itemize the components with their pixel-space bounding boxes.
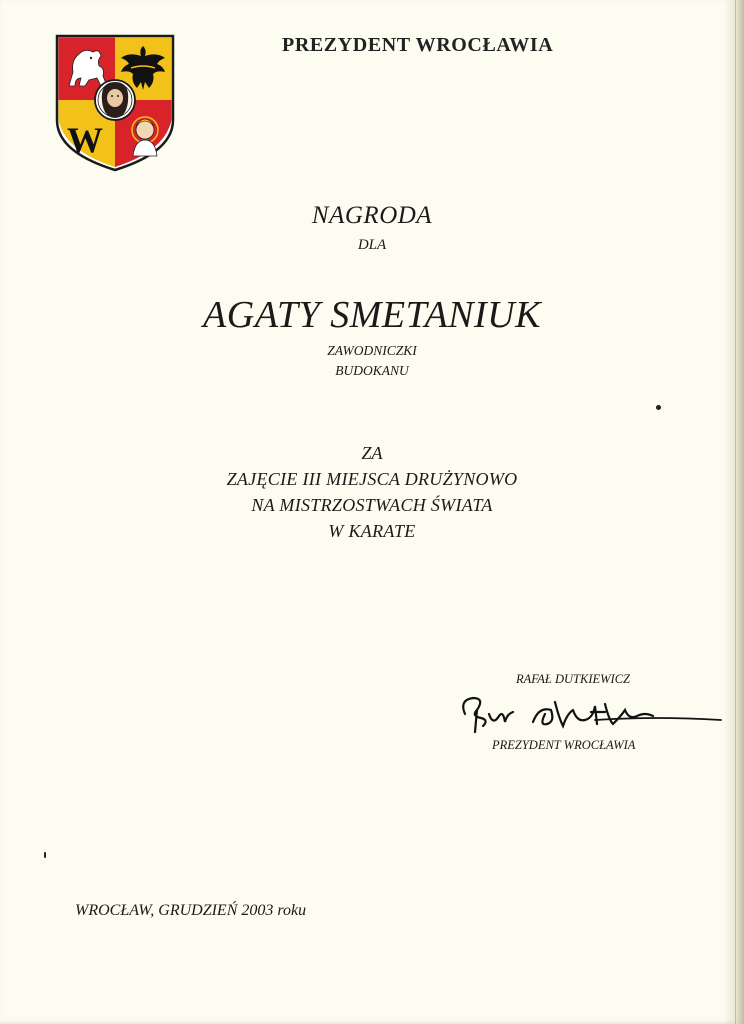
paper-speck: [44, 852, 46, 858]
reason-line: NA MISTRZOSTWACH ŚWIATA: [251, 495, 493, 515]
place-date: WROCŁAW, GRUDZIEŃ 2003 roku: [75, 902, 307, 919]
paper-speck: [656, 405, 661, 410]
header-title: PREZYDENT WROCŁAWIA: [282, 34, 554, 56]
reason-intro: ZA: [361, 443, 383, 463]
reason-line: ZAJĘCIE III MIEJSCA DRUŻYNOWO: [226, 469, 518, 489]
wroclaw-coat-of-arms-icon: [55, 34, 175, 172]
svg-text:W: W: [67, 120, 103, 160]
recipient-name: AGATY SMETANIUK: [203, 294, 541, 336]
for-word: DLA: [357, 237, 387, 253]
handwritten-signature: [455, 692, 725, 736]
reason-line: W KARATE: [328, 521, 416, 541]
signer-title: PREZYDENT WROCŁAWIA: [492, 738, 636, 752]
award-heading: NAGRODA: [311, 202, 433, 229]
recipient-role-line2: BUDOKANU: [335, 363, 409, 378]
recipient-role-line1: ZAWODNICZKI: [327, 343, 417, 358]
signer-name: RAFAŁ DUTKIEWICZ: [516, 672, 631, 686]
